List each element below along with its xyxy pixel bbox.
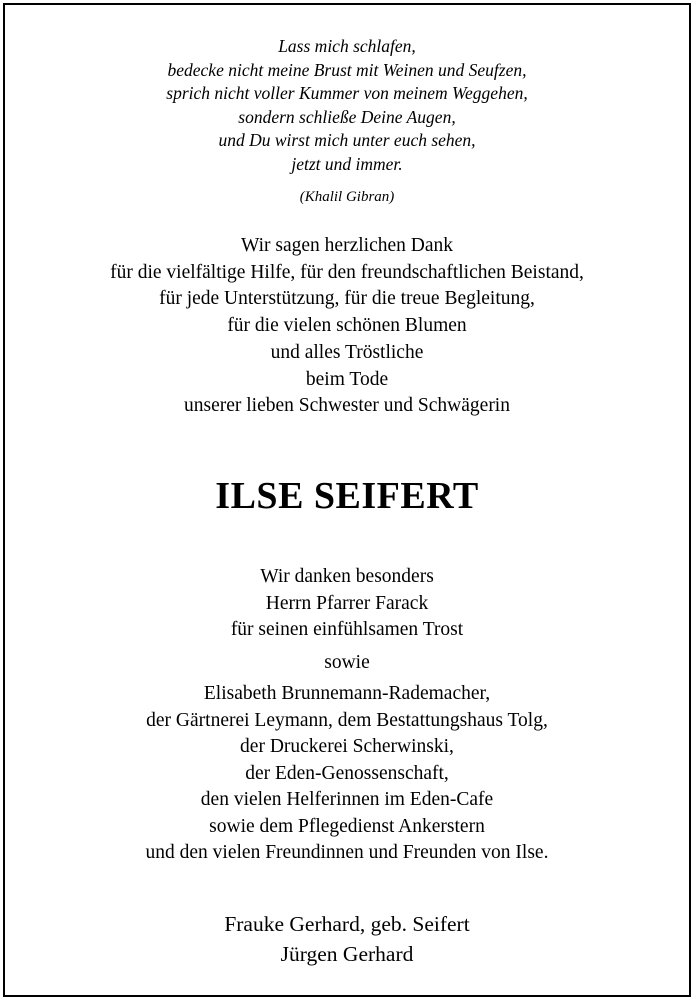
special-thanks-line: Wir danken besonders — [260, 566, 434, 587]
recipient-line: den vielen Helferinnen im Eden-Cafe — [200, 789, 494, 810]
thanks-line: und alles Tröstliche — [270, 341, 424, 363]
thanks-line: beim Tode — [305, 368, 389, 390]
thanks-paragraph — [0, 233, 694, 420]
thanks-line: unserer lieben Schwester und Schwägerin — [184, 395, 510, 417]
recipient-line: sowie dem Pflegedienst Ankerstern — [209, 815, 485, 837]
recipient-line: der Gärtnerei Leymann, dem Bestattungshaus Tolg, — [146, 709, 548, 731]
recipient-line: der Druckerei Scherwinski, — [240, 736, 454, 757]
poem-line: sprich nicht voller Kummer von meinem Weggehen, — [166, 83, 528, 103]
special-thanks-line: für seinen einfühlsamen Trost — [230, 619, 464, 640]
deceased-name: ILSE SEIFERT — [215, 475, 479, 517]
special-thanks — [0, 564, 694, 644]
recipient-line: der Eden-Genossenschaft, — [245, 762, 449, 784]
thanks-line: für die vielfältige Hilfe, für den freundschaftlichen Beistand, — [110, 261, 584, 283]
poem-line: jetzt und immer. — [291, 153, 403, 174]
thanks-recipients-list — [0, 681, 694, 867]
poem-quote — [0, 35, 694, 176]
signers — [0, 909, 694, 969]
recipient-line: Elisabeth Brunnemann-Rademacher, — [203, 683, 491, 704]
signer-name: Frauke Gerhard, geb. Seifert — [224, 912, 470, 936]
thanks-line: Wir sagen herzlichen Dank — [241, 235, 453, 256]
connector-word: sowie — [324, 652, 370, 673]
poem-line: und Du wirst mich unter euch sehen, — [218, 130, 476, 150]
special-thanks-line: Herrn Pfarrer Farack — [265, 592, 429, 614]
thanks-line: für jede Unterstützung, für die treue Begleitung, — [159, 288, 535, 310]
signer-name: Jürgen Gerhard — [280, 942, 414, 966]
recipient-line: und den vielen Freundinnen und Freunden von Ilse. — [145, 842, 549, 863]
poem-line: bedecke nicht meine Brust mit Weinen und Seufzen, — [167, 59, 527, 80]
thanks-line: für die vielen schönen Blumen — [227, 315, 467, 337]
poem-line: Lass mich schlafen, — [278, 36, 416, 56]
poem-attribution: (Khalil Gibran) — [299, 189, 395, 205]
poem-line: sondern schließe Deine Augen, — [238, 106, 456, 127]
